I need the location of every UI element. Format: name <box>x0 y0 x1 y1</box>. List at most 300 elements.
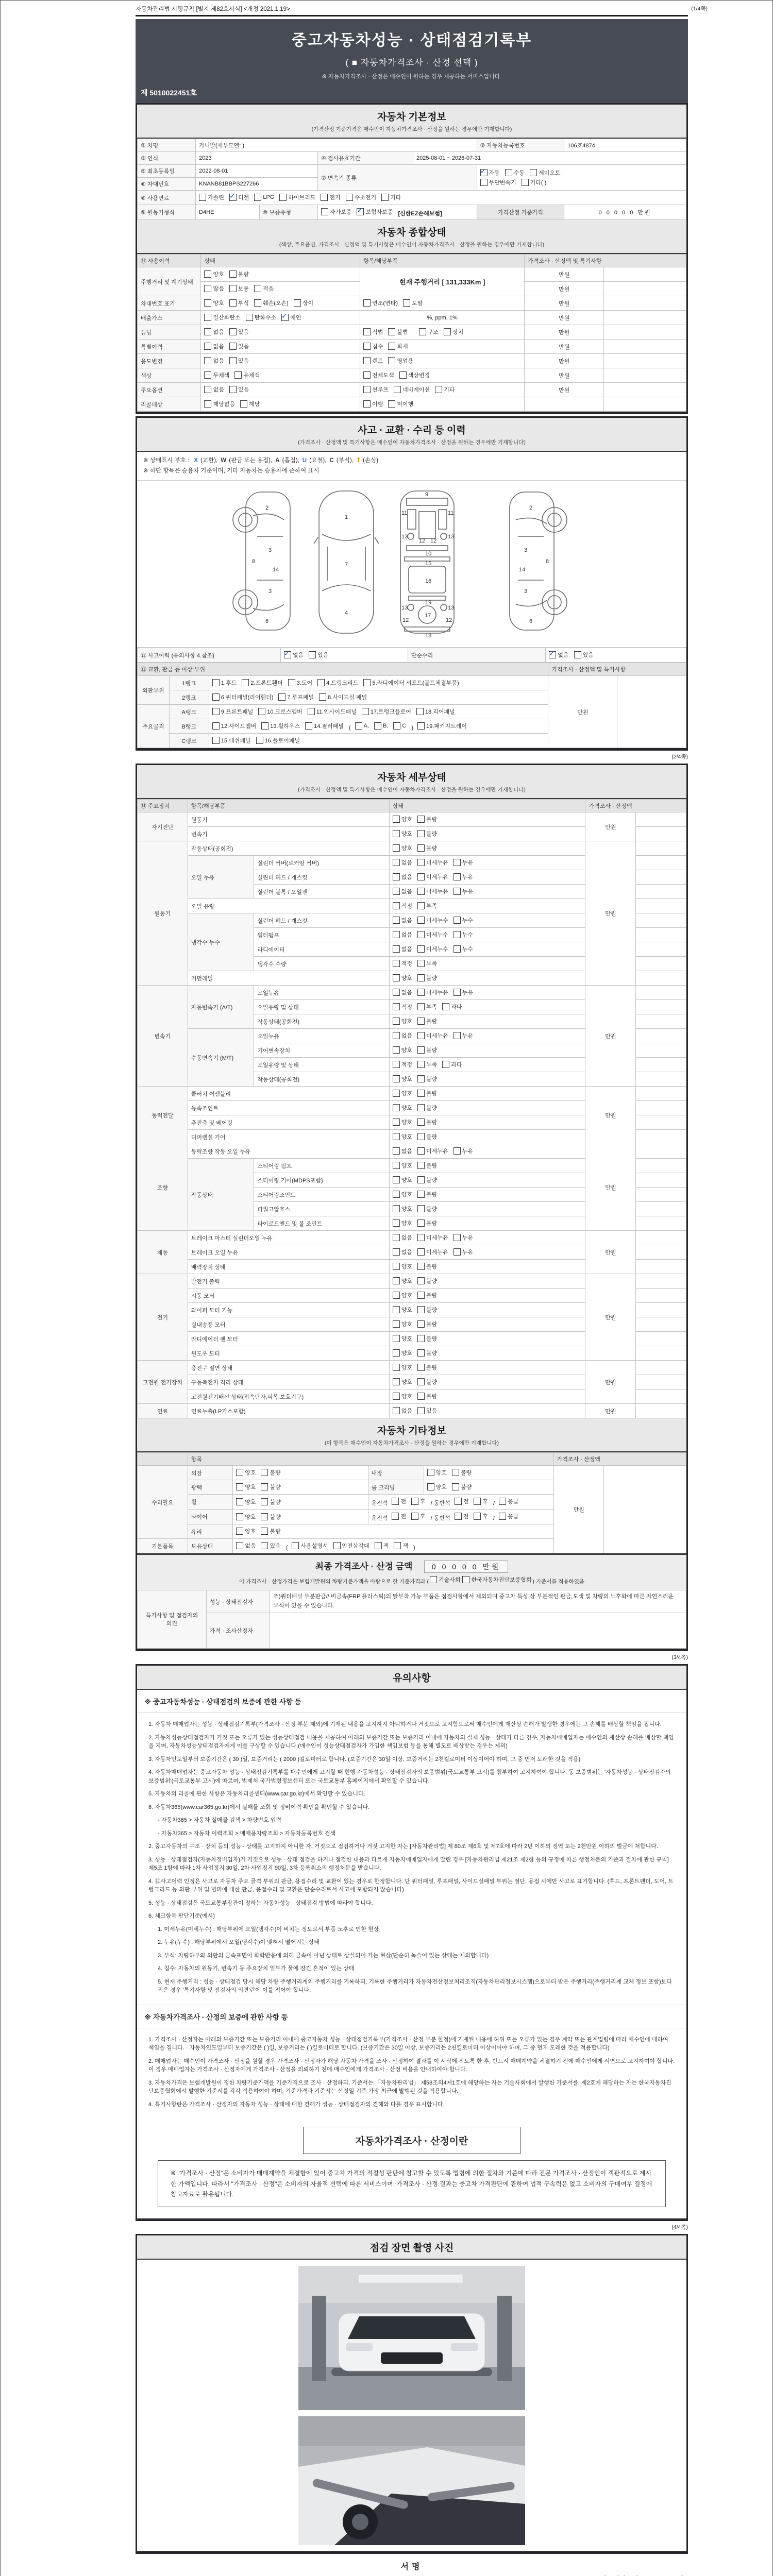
misc-header <box>137 1418 686 1452</box>
checkbox-box-icon <box>246 314 253 321</box>
checkbox-누유[interactable] <box>453 1031 473 1040</box>
checkbox-미세누수[interactable] <box>417 916 448 924</box>
checkbox-전[interactable] <box>392 1512 406 1520</box>
checkbox-기술사회[interactable] <box>430 1575 461 1584</box>
checkbox-label: 15.대쉬패널 <box>221 738 251 744</box>
checkbox-양호[interactable] <box>236 1468 256 1477</box>
checkbox-없음[interactable] <box>393 1406 412 1415</box>
checkbox-무단변속기[interactable] <box>480 178 516 187</box>
checkbox-LPG[interactable] <box>254 194 274 201</box>
checkbox-불량[interactable] <box>452 1468 472 1477</box>
accident-flag-table <box>137 648 686 663</box>
checkbox-전[interactable] <box>392 1497 406 1505</box>
checkbox-불량[interactable] <box>417 1176 437 1184</box>
checkbox-침수[interactable] <box>363 342 383 350</box>
checkbox-누유[interactable] <box>453 1248 473 1256</box>
checkbox-18.리어패널[interactable] <box>416 707 455 716</box>
checkbox-안전삼각대[interactable] <box>333 1541 369 1550</box>
checkbox-미세누유[interactable] <box>417 1233 448 1242</box>
checkbox-양호[interactable] <box>393 1046 412 1054</box>
checkbox-미세누수[interactable] <box>417 930 448 939</box>
checkbox-7.루프패널[interactable] <box>278 693 314 701</box>
checkbox-양호[interactable] <box>204 299 224 307</box>
checkbox-디젤[interactable] <box>229 193 249 201</box>
checkbox-불량[interactable] <box>417 1306 437 1314</box>
detail-state-cell <box>389 1159 585 1173</box>
checkbox-label: 양호 <box>401 1394 412 1400</box>
checkbox-box-icon <box>363 386 371 393</box>
detail-remark-cell <box>636 1072 686 1087</box>
checkbox-불량[interactable] <box>417 1075 437 1083</box>
rank-label: A랭크 <box>169 705 209 719</box>
checkbox-한국자동차진단보증협회[interactable] <box>462 1575 531 1584</box>
checkbox-label: 렌트 <box>372 358 383 364</box>
checkbox-양호[interactable] <box>236 1498 256 1506</box>
checkbox-양호[interactable] <box>236 1483 256 1491</box>
checkbox-box-icon <box>236 1528 243 1535</box>
checkbox-과다[interactable] <box>442 1060 462 1069</box>
checkbox-전[interactable] <box>455 1512 469 1520</box>
checkbox-17.트렁크플로어[interactable] <box>362 707 411 716</box>
checkbox-많음[interactable] <box>204 284 224 293</box>
checkbox-양호[interactable] <box>236 1513 256 1521</box>
checkbox-네비게이션[interactable] <box>394 385 430 394</box>
checkbox-이행[interactable] <box>363 400 383 408</box>
checkbox-잭[interactable] <box>375 1541 389 1550</box>
final-appraisal-row <box>137 1553 686 1590</box>
sub-group-label: 수동변속기 (M/T) <box>188 1029 254 1087</box>
state-options-cell <box>201 267 360 282</box>
checkbox-도말[interactable] <box>403 299 423 307</box>
checkbox-세미오토[interactable] <box>530 168 561 177</box>
checkbox-미세누유[interactable] <box>417 1248 448 1256</box>
checkbox-label: 한국자동차진단보증협회 <box>471 1577 532 1584</box>
checkbox-전체도색[interactable] <box>363 371 394 379</box>
checkbox-양호[interactable] <box>393 1017 412 1025</box>
checkbox-후[interactable] <box>411 1512 426 1520</box>
checkbox-적음[interactable] <box>254 284 274 293</box>
checkbox-불량[interactable] <box>417 815 437 823</box>
checkbox-일산화탄소[interactable] <box>204 313 240 321</box>
checkbox-label: 전 <box>400 1499 407 1505</box>
detail-remark-cell <box>636 1216 686 1231</box>
checkbox-잭[interactable] <box>394 1541 408 1550</box>
svg-text:3: 3 <box>524 547 528 554</box>
checkbox-없음[interactable] <box>393 930 412 939</box>
checkbox-B,[interactable] <box>374 722 388 730</box>
checkbox-수동[interactable] <box>505 168 525 177</box>
checkbox-하이브리드[interactable] <box>279 193 315 201</box>
checkbox-탄화수소[interactable] <box>246 313 277 321</box>
checkbox-불량[interactable] <box>417 974 437 982</box>
checkbox-양호[interactable] <box>236 1527 256 1535</box>
detail-item-cell: 실내송풍 모터 <box>188 1317 389 1332</box>
detail-row <box>138 986 686 1000</box>
detail-remark-cell <box>636 1361 686 1375</box>
checkbox-보통[interactable] <box>229 284 249 293</box>
checkbox-없음[interactable] <box>393 887 412 895</box>
checkbox-box-icon <box>574 651 581 658</box>
checkbox-A,[interactable] <box>355 722 369 730</box>
checkbox-불법[interactable] <box>388 328 408 336</box>
detail-title: 자동차 세부상태 <box>377 772 446 784</box>
checkbox-없음[interactable] <box>393 945 412 953</box>
checkbox-구조[interactable] <box>419 328 439 336</box>
checkbox-유채색[interactable] <box>234 371 260 379</box>
checkbox-box-icon <box>393 960 400 967</box>
checkbox-매연[interactable] <box>281 313 301 321</box>
checkbox-box-icon <box>254 194 261 201</box>
checkbox-box-icon <box>393 1162 400 1169</box>
checkbox-사용설명서[interactable] <box>292 1541 328 1550</box>
checkbox-해당없음[interactable] <box>204 400 235 408</box>
checkbox-box-icon <box>393 844 400 852</box>
checkbox-1.후드[interactable] <box>212 679 237 687</box>
checkbox-없음[interactable] <box>284 651 304 659</box>
checkbox-누수[interactable] <box>453 916 473 924</box>
detail-remark-cell <box>636 986 686 1000</box>
checkbox-양호[interactable] <box>427 1483 447 1491</box>
checkbox-기타[interactable] <box>381 193 401 201</box>
checkbox-불량[interactable] <box>417 1017 437 1025</box>
checkbox-8.사이드실 패널[interactable] <box>319 693 367 701</box>
checkbox-불량[interactable] <box>417 1161 437 1170</box>
checkbox-없음[interactable] <box>393 873 412 881</box>
checkbox-부족[interactable] <box>417 959 437 968</box>
detail-remark-cell <box>636 1375 686 1389</box>
checkbox-10.크로스멤버[interactable] <box>258 707 302 716</box>
checkbox-양호[interactable] <box>393 1161 412 1170</box>
checkbox-누유[interactable] <box>453 1147 473 1155</box>
checkbox-불량[interactable] <box>417 1262 437 1270</box>
checkbox-누유[interactable] <box>453 858 473 867</box>
checkbox-없음[interactable] <box>393 1147 412 1155</box>
rank-row <box>138 676 686 690</box>
checkbox-불량[interactable] <box>417 844 437 852</box>
checkbox-13.휠하우스[interactable] <box>261 722 300 730</box>
checkbox-양호[interactable] <box>393 1104 412 1112</box>
checkbox-장치[interactable] <box>444 328 463 336</box>
checkbox-적정[interactable] <box>393 959 412 968</box>
checkbox-전[interactable] <box>455 1497 469 1505</box>
checkbox-없음[interactable] <box>204 328 224 336</box>
checkbox-16.플로어패널[interactable] <box>256 736 300 744</box>
checkbox-적정[interactable] <box>393 1060 412 1069</box>
checkbox-색상변경[interactable] <box>399 371 430 379</box>
checkbox-box-icon <box>417 1147 425 1155</box>
checkbox-box-icon <box>499 1498 506 1505</box>
checkbox-미세누유[interactable] <box>417 988 448 996</box>
checkbox-후[interactable] <box>411 1497 426 1505</box>
checkbox-C[interactable] <box>393 722 406 730</box>
checkbox-불량[interactable] <box>229 270 249 278</box>
checkbox-box-icon <box>393 1378 400 1385</box>
checkbox-불량[interactable] <box>417 1320 437 1328</box>
checkbox-렌트[interactable] <box>363 357 383 365</box>
label-accident-history: ⑫ 사고이력 (유의사항 4.참조) <box>138 648 281 663</box>
photos-header <box>137 2235 686 2260</box>
checkbox-양호[interactable] <box>393 815 412 823</box>
checkbox-15.대쉬패널[interactable] <box>212 736 251 744</box>
checkbox-5.라디에이터 서포트(볼트체결부품)[interactable] <box>363 679 459 687</box>
detail-state-cell <box>389 1404 585 1418</box>
checkbox-양호[interactable] <box>393 1378 412 1386</box>
option-text: ) <box>413 1545 415 1551</box>
checkbox-불량[interactable] <box>261 1513 280 1521</box>
checkbox-양호[interactable] <box>393 1334 412 1343</box>
checkbox-양호[interactable] <box>393 1089 412 1097</box>
detail-remark-cell <box>636 1231 686 1245</box>
checkbox-불량[interactable] <box>417 1046 437 1054</box>
checkbox-box-icon <box>417 1075 425 1082</box>
checkbox-양호[interactable] <box>393 1262 412 1270</box>
checkbox-해당[interactable] <box>240 400 260 408</box>
checkbox-12.사이드멤버[interactable] <box>212 722 256 730</box>
checkbox-불량[interactable] <box>261 1498 280 1506</box>
checkbox-썬루프[interactable] <box>363 385 389 394</box>
checkbox-19.패키지트레이[interactable] <box>417 722 467 730</box>
checkbox-불량[interactable] <box>417 1132 437 1141</box>
checkbox-label: 불량 <box>426 1321 438 1328</box>
notice-item: 3. 부식: 차량하부와 외판의 금속표면이 화학반응에 의해 금속이 아닌 상태로 상실되어 가는 현상(단순히 녹슬어 있는 상태는 제외합니다) <box>158 1952 489 1959</box>
checkbox-후[interactable] <box>474 1497 488 1505</box>
checkbox-3.도어[interactable] <box>288 679 312 687</box>
checkbox-자동[interactable] <box>480 168 500 177</box>
checkbox-box-icon <box>212 679 220 686</box>
checkbox-기타[interactable] <box>435 385 455 394</box>
checkbox-label: 양호 <box>401 1120 412 1126</box>
checkbox-불량[interactable] <box>417 1089 437 1097</box>
detail-remark-cell <box>636 1130 686 1144</box>
checkbox-없음[interactable] <box>393 858 412 867</box>
checkbox-label: 기타( ) <box>530 179 547 186</box>
checkbox-양호[interactable] <box>393 1306 412 1314</box>
detail-state-cell <box>389 1389 585 1404</box>
checkbox-누유[interactable] <box>453 873 473 881</box>
checkbox-누유[interactable] <box>453 887 473 895</box>
checkbox-불량[interactable] <box>261 1483 280 1491</box>
checkbox-불량[interactable] <box>452 1483 472 1491</box>
checkbox-양호[interactable] <box>393 1075 412 1083</box>
checkbox-없음[interactable] <box>393 1031 412 1040</box>
checkbox-box-icon <box>204 270 211 278</box>
detail-state-cell <box>389 1029 585 1043</box>
checkbox-미세누유[interactable] <box>417 873 448 881</box>
checkbox-무채색[interactable] <box>204 371 229 379</box>
checkbox-양호[interactable] <box>393 1392 412 1400</box>
checkbox-부식[interactable] <box>229 299 249 307</box>
checkbox-불량[interactable] <box>417 1392 437 1400</box>
checkbox-부족[interactable] <box>417 1003 437 1011</box>
detail-item-cell: 오일유량 및 상태 <box>254 1058 389 1072</box>
checkbox-불량[interactable] <box>417 1334 437 1343</box>
checkbox-4.트렁크리드[interactable] <box>317 679 358 687</box>
checkbox-양호[interactable] <box>393 844 412 852</box>
checkbox-수소전기[interactable] <box>346 193 377 201</box>
checkbox-불량[interactable] <box>417 1277 437 1285</box>
checkbox-양호[interactable] <box>393 1190 412 1198</box>
checkbox-있음[interactable] <box>309 651 328 659</box>
checkbox-box-icon <box>261 1498 268 1505</box>
checkbox-label: 없음 <box>401 889 412 895</box>
checkbox-box-icon <box>393 1292 400 1299</box>
checkbox-양호[interactable] <box>393 829 412 838</box>
checkbox-양호[interactable] <box>427 1468 447 1477</box>
detail-state-cell <box>389 971 585 986</box>
checkbox-있음[interactable] <box>417 1406 437 1415</box>
overall-row <box>138 325 686 340</box>
checkbox-label: 18.리어패널 <box>425 709 455 716</box>
checkbox-있음[interactable] <box>574 651 594 659</box>
checkbox-label: 양호 <box>245 1499 256 1505</box>
checkbox-없음[interactable] <box>204 385 224 394</box>
checkbox-없음[interactable] <box>236 1541 256 1550</box>
checkbox-응급[interactable] <box>499 1512 518 1520</box>
detail-state-cell <box>389 1245 585 1260</box>
checkbox-9.프론트패널[interactable] <box>212 707 253 716</box>
notice-list-1 <box>137 1713 686 2005</box>
checkbox-양호[interactable] <box>393 1277 412 1285</box>
checkbox-가솔린[interactable] <box>199 193 224 201</box>
detail-state-cell <box>389 1130 585 1144</box>
checkbox-화재[interactable] <box>388 342 408 350</box>
checkbox-적정[interactable] <box>393 1003 412 1011</box>
checkbox-불량[interactable] <box>417 1378 437 1386</box>
checkbox-양호[interactable] <box>393 1176 412 1184</box>
col-detail-appraisal: 가격조사 · 산정액 <box>585 800 686 812</box>
checkbox-양호[interactable] <box>393 974 412 982</box>
checkbox-없음[interactable] <box>393 1233 412 1242</box>
checkbox-상이[interactable] <box>294 299 313 307</box>
checkbox-불량[interactable] <box>417 1363 437 1371</box>
checkbox-후[interactable] <box>474 1512 488 1520</box>
checkbox-있음[interactable] <box>229 328 249 336</box>
checkbox-불량[interactable] <box>417 829 437 838</box>
checkbox-누수[interactable] <box>453 930 473 939</box>
checkbox-label: 수동 <box>513 170 525 176</box>
checkbox-있음[interactable] <box>229 385 249 394</box>
checkbox-응급[interactable] <box>499 1497 518 1505</box>
checkbox-label: 불량 <box>426 1394 438 1400</box>
checkbox-box-icon <box>480 169 488 176</box>
remarks-table <box>137 1590 686 1649</box>
checkbox-양호[interactable] <box>393 1349 412 1357</box>
checkbox-없음[interactable] <box>393 916 412 924</box>
checkbox-적정[interactable] <box>393 902 412 910</box>
detail-item-cell: 타이로드엔드 및 볼 조인트 <box>254 1216 389 1231</box>
checkbox-누수[interactable] <box>453 945 473 953</box>
doc-subtitle: ( ■ 자동차가격조사 · 산정 선택 ) <box>345 58 478 67</box>
checkbox-미세누수[interactable] <box>417 945 448 953</box>
checkbox-미이행[interactable] <box>388 400 413 408</box>
checkbox-양호[interactable] <box>393 1363 412 1371</box>
checkbox-있음[interactable] <box>261 1541 280 1550</box>
appraisal-definition-text: ※ "가격조사 · 산정"은 소비자가 매매계약을 체결함에 있어 중고차 가격의 적절성 판단에 참고할 수 있도록 법령에 의한 절차와 기준에 따라 전문 가격조사 · 산정인이 객관적으로 제시한 가액입니다. 따라서 "가격조사 · 산정"은 소비자의 자율적 선택에 따른 서비스이며, 가격조사 · 산정 결과는 중고차 가격판단에 관하여 법적 구속력은 없고 소비자의 구매여부 결정에 참고자료로 활용됩니다. <box>158 2160 666 2207</box>
detail-remark-cell <box>636 885 686 899</box>
svg-text:11: 11 <box>401 510 408 517</box>
checkbox-label: 양호 <box>435 1470 447 1477</box>
checkbox-보험사보증[interactable] <box>357 208 393 216</box>
checkbox-box-icon <box>417 844 425 852</box>
checkbox-부족[interactable] <box>417 1060 437 1069</box>
checkbox-불량[interactable] <box>417 1190 437 1198</box>
checkbox-불량[interactable] <box>417 1205 437 1213</box>
checkbox-불량[interactable] <box>417 1118 437 1126</box>
checkbox-전기[interactable] <box>321 193 340 201</box>
checkbox-6.쿼터패널(리어휀더)[interactable] <box>212 693 274 701</box>
detail-remark-cell <box>636 971 686 986</box>
checkbox-기타( )[interactable] <box>522 178 547 187</box>
top-rule <box>136 15 688 16</box>
checkbox-적법[interactable] <box>363 328 383 336</box>
checkbox-부족[interactable] <box>417 902 437 910</box>
detail-remark-cell <box>636 1101 686 1115</box>
checkbox-양호[interactable] <box>393 1132 412 1141</box>
checkbox-훼손(오손)[interactable] <box>254 299 289 307</box>
checkbox-없음[interactable] <box>549 651 568 659</box>
checkbox-변조(변타)[interactable] <box>363 299 398 307</box>
checkbox-box-icon <box>453 1248 461 1256</box>
checkbox-양호[interactable] <box>204 270 224 278</box>
checkbox-없음[interactable] <box>393 1248 412 1256</box>
checkbox-불량[interactable] <box>261 1527 280 1535</box>
checkbox-box-icon <box>229 328 237 335</box>
checkbox-자가보증[interactable] <box>321 208 352 216</box>
checkbox-불량[interactable] <box>417 1349 437 1357</box>
checkbox-11.인사이드패널[interactable] <box>308 707 357 716</box>
detail-state-table <box>137 799 686 1418</box>
checkbox-누유[interactable] <box>453 1233 473 1242</box>
detail-item-cell: 충전구 절연 상태 <box>188 1361 389 1375</box>
checkbox-box-icon <box>474 1498 481 1505</box>
checkbox-불량[interactable] <box>417 1291 437 1299</box>
checkbox-있음[interactable] <box>229 357 249 365</box>
checkbox-미세누유[interactable] <box>417 1147 448 1155</box>
checkbox-없음[interactable] <box>204 357 224 365</box>
checkbox-불량[interactable] <box>417 1104 437 1112</box>
notice-item: 4. 침수: 자동차의 원동기, 변속기 등 주요장치 일부가 물에 잠긴 흔적이 있는 상태 <box>158 1965 355 1972</box>
svg-text:12: 12 <box>402 617 409 624</box>
checkbox-양호[interactable] <box>393 1320 412 1328</box>
checkbox-label: 부족 <box>426 1004 438 1011</box>
checkbox-2.프론트휀더[interactable] <box>242 679 282 687</box>
checkbox-box-icon <box>229 194 237 201</box>
device-label: 제동 <box>138 1231 188 1274</box>
checkbox-없음[interactable] <box>204 342 224 350</box>
checkbox-미세누유[interactable] <box>417 858 448 867</box>
checkbox-box-icon <box>305 722 312 730</box>
checkbox-label: 불량 <box>426 1163 438 1170</box>
checkbox-양호[interactable] <box>393 1219 412 1227</box>
checkbox-불량[interactable] <box>261 1468 280 1477</box>
checkbox-양호[interactable] <box>393 1205 412 1213</box>
checkbox-14.필러패널[interactable] <box>305 722 344 730</box>
checkbox-과다[interactable] <box>442 1003 462 1011</box>
checkbox-불량[interactable] <box>417 1219 437 1227</box>
checkbox-양호[interactable] <box>393 1291 412 1299</box>
detail-remark-cell <box>636 1043 686 1058</box>
checkbox-box-icon <box>388 328 395 335</box>
checkbox-box-icon <box>309 651 316 658</box>
checkbox-미세누유[interactable] <box>417 1031 448 1040</box>
checkbox-없음[interactable] <box>393 988 412 996</box>
checkbox-누유[interactable] <box>453 988 473 996</box>
checkbox-미세누유[interactable] <box>417 887 448 895</box>
checkbox-있음[interactable] <box>229 342 249 350</box>
checkbox-label: 부족 <box>426 903 438 910</box>
checkbox-영업용[interactable] <box>388 357 413 365</box>
checkbox-양호[interactable] <box>393 1118 412 1126</box>
